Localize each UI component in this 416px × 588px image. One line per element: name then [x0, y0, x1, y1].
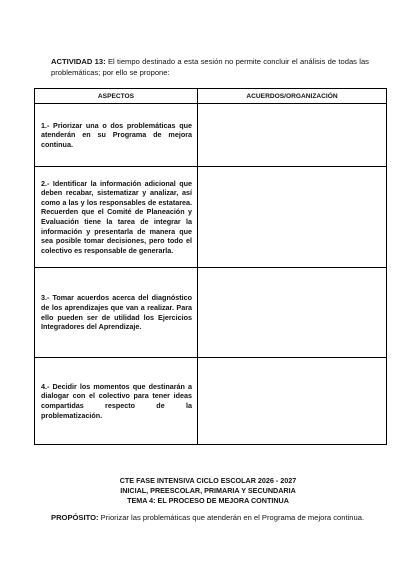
topic-title: TEMA 4: EL PROCESO DE MEJORA CONTINUA [127, 496, 289, 505]
activity-intro [51, 57, 369, 78]
agreement-cell[interactable] [198, 358, 387, 445]
purpose [51, 513, 391, 523]
aspect-text-2: 2.- Identificar la información adicional que deben recabar, sistematizar y analizar, así como a las y los responsables de estatarea. Recuerden que el Comité de Planeación y Evaluación tiene la tarea de integrar la información y presentarla de manera que sea posible tomar decisiones, pero todo el colectivo es responsable de generarla. [41, 178, 192, 255]
agreement-cell[interactable] [198, 167, 387, 268]
activity-text: El tiempo destinado a esta sesión no permite concluir el análisis de todas las problemáticas; por ello se propone: [51, 57, 369, 77]
aspect-text-3: 3.- Tomar acuerdos acerca del diagnóstico de los aprendizajes que van a realizar. Para ello pueden ser de utilidad los Ejercicios Integradores del Aprendizaje. [41, 293, 192, 332]
purpose-label: PROPÓSITO: [51, 513, 99, 522]
purpose-text: Priorizar las problemáticas que atenderán en el Programa de mejora continua. [100, 513, 365, 522]
table-header-row [35, 89, 387, 104]
agreement-cell[interactable] [198, 104, 387, 167]
table-row [35, 167, 387, 268]
header-acuerdos: ACUERDOS/ORGANIZACIÓN [198, 89, 387, 104]
table-row [35, 268, 387, 358]
header-aspectos: ASPECTOS [35, 89, 198, 104]
aspect-text-1: 1.- Priorizar una o dos problemáticas que atenderán en su Programa de mejora continua. [41, 120, 192, 149]
cte-title: CTE FASE INTENSIVA CICLO ESCOLAR 2026 - 2027 [119, 476, 297, 485]
aspect-cell [35, 268, 198, 358]
aspect-cell [35, 358, 198, 445]
aspect-cell [35, 104, 198, 167]
aspect-text-4: 4.- Decidir los momentos que destinarán a dialogar con el colectivo para tener ideas compartidas respecto de la problematización. [41, 381, 192, 420]
table-row [35, 358, 387, 445]
table-row [35, 104, 387, 167]
aspect-cell [35, 167, 198, 268]
activity-label: ACTIVIDAD 13: [51, 57, 106, 66]
levels-title: INICIAL, PREESCOLAR, PRIMARIA Y SECUNDARIA [120, 486, 296, 495]
agreement-cell[interactable] [198, 268, 387, 358]
activity-table [34, 88, 387, 445]
